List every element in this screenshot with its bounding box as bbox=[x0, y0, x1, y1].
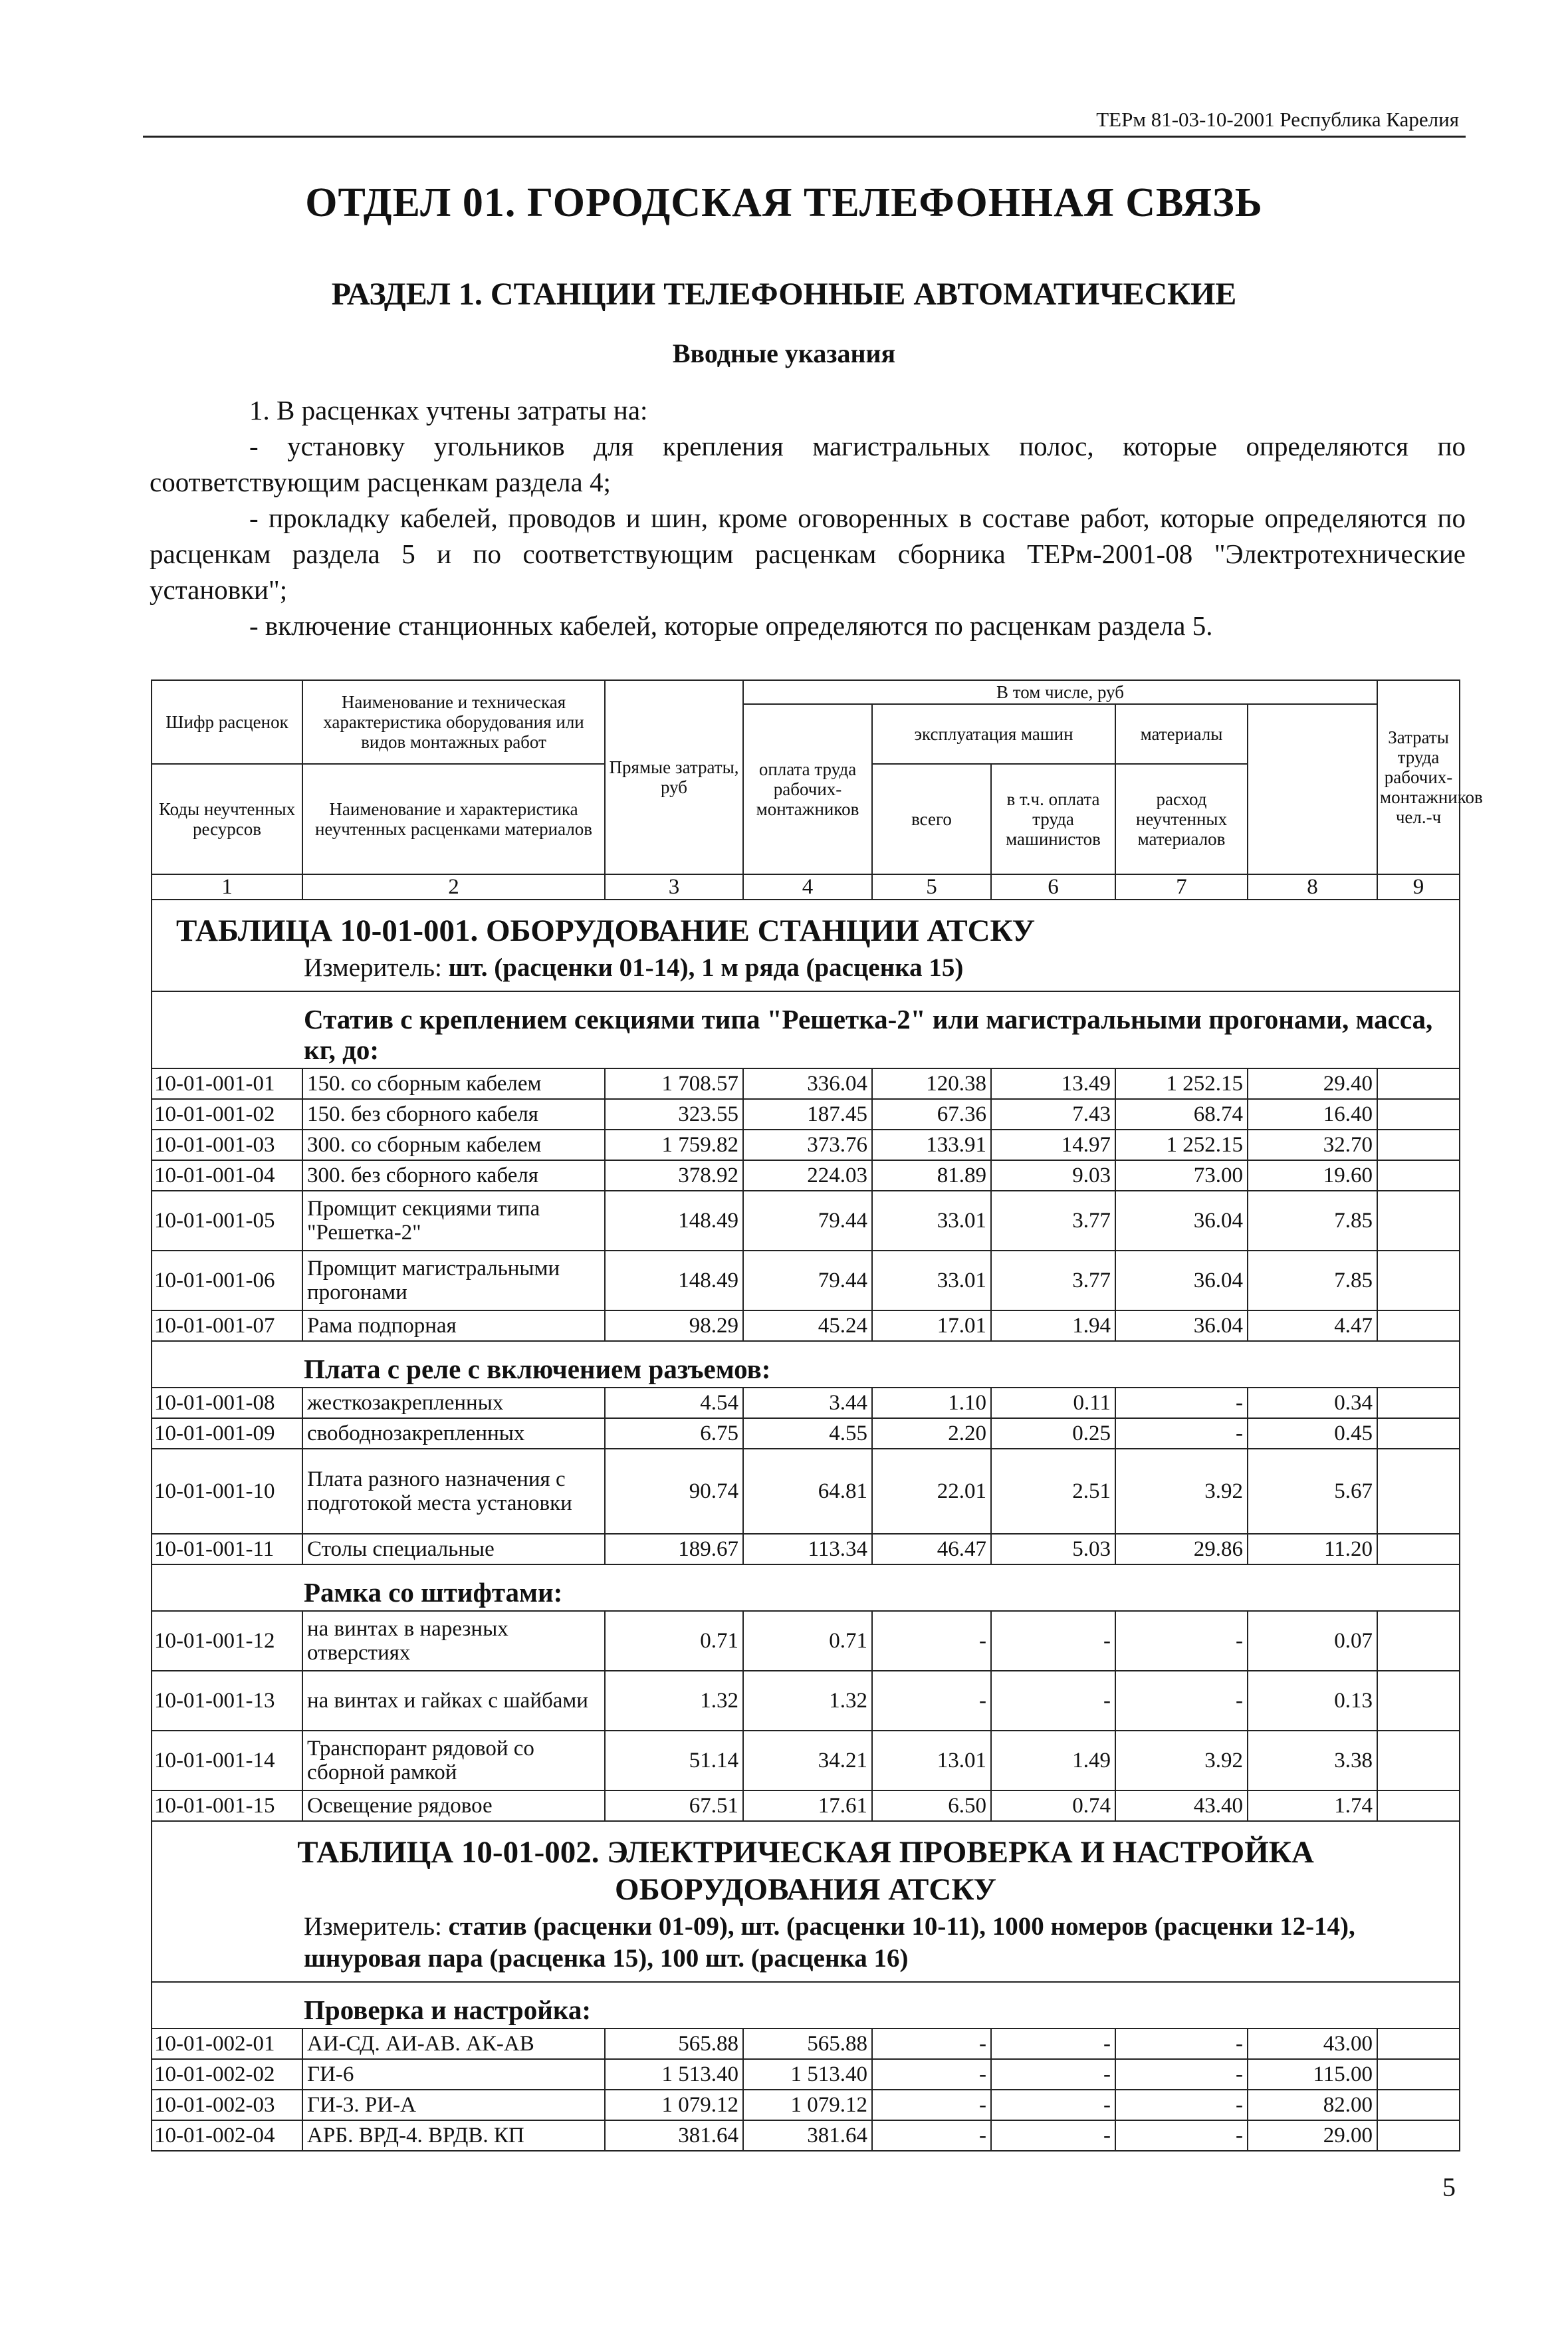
labor-hours: 3.38 bbox=[1248, 1731, 1377, 1790]
table-row bbox=[152, 2059, 1460, 2090]
measure-label: Измеритель: bbox=[304, 1912, 449, 1941]
page-number: 5 bbox=[1442, 2172, 1456, 2202]
labor-hours: 82.00 bbox=[1248, 2090, 1377, 2120]
work-name: 150. без сборного кабеля bbox=[302, 1099, 605, 1130]
measure-label: Измеритель: bbox=[304, 953, 449, 982]
equipment-mass bbox=[1377, 2120, 1460, 2151]
machine-labor-pay: - bbox=[991, 2120, 1115, 2151]
rate-code: 10-01-001-11 bbox=[152, 1534, 302, 1564]
machine-labor-pay: 9.03 bbox=[991, 1160, 1115, 1191]
measure-text: статив (расценки 01-09), шт. (расценки 10-11), 1000 номеров (расценки 12-14), шнуровая пара (расценка 15), 100 шт. (расценка 16) bbox=[304, 1912, 1355, 1973]
machine-cost: 120.38 bbox=[872, 1068, 991, 1099]
labor-hours: 0.34 bbox=[1248, 1388, 1377, 1418]
labor-hours: 4.47 bbox=[1248, 1310, 1377, 1341]
column-number: 9 bbox=[1377, 874, 1460, 900]
column-number: 8 bbox=[1248, 874, 1377, 900]
col-name-header: Наименование и техническая характеристика оборудования или видов монтажных работ bbox=[302, 680, 605, 764]
col-rescodes-header: Коды неучтенных ресурсов bbox=[152, 764, 302, 874]
material-cost: 3.92 bbox=[1115, 1731, 1248, 1790]
table-row bbox=[152, 1160, 1460, 1191]
labor-pay: 565.88 bbox=[743, 2029, 872, 2059]
column-number: 7 bbox=[1115, 874, 1248, 900]
material-cost: 3.92 bbox=[1115, 1449, 1248, 1534]
equipment-mass bbox=[1377, 1534, 1460, 1564]
work-name: Транспорант рядовой со сборной рамкой bbox=[302, 1731, 605, 1790]
machine-labor-pay: 7.43 bbox=[991, 1099, 1115, 1130]
col-mach-total-header: всего bbox=[872, 764, 991, 874]
direct-cost: 0.71 bbox=[605, 1611, 743, 1671]
measure-text: шт. (расценки 01-14), 1 м ряда (расценка 15) bbox=[448, 953, 964, 982]
direct-cost: 323.55 bbox=[605, 1099, 743, 1130]
rates-table bbox=[151, 679, 1483, 2152]
labor-hours: 43.00 bbox=[1248, 2029, 1377, 2059]
material-cost: 29.86 bbox=[1115, 1534, 1248, 1564]
work-name: жесткозакрепленных bbox=[302, 1388, 605, 1418]
machine-cost: 67.36 bbox=[872, 1099, 991, 1130]
table-section-row bbox=[152, 1982, 1460, 2029]
col-code-header: Шифр расценок bbox=[152, 680, 302, 764]
column-number: 1 bbox=[152, 874, 302, 900]
machine-cost: 33.01 bbox=[872, 1191, 991, 1251]
group-title: Статив с креплением секциями типа "Решетка-2" или магистральными прогонами, масса, кг, до: bbox=[304, 1004, 1433, 1065]
work-name: свободнозакрепленных bbox=[302, 1418, 605, 1449]
labor-hours: 115.00 bbox=[1248, 2059, 1377, 2090]
rate-code: 10-01-002-03 bbox=[152, 2090, 302, 2120]
direct-cost: 378.92 bbox=[605, 1160, 743, 1191]
machine-labor-pay: 0.74 bbox=[991, 1790, 1115, 1821]
material-cost: - bbox=[1115, 2090, 1248, 2120]
table-row bbox=[152, 1790, 1460, 1821]
table-section-cell bbox=[152, 1564, 1460, 1611]
work-name: Плата разного назначения с подготокой места установки bbox=[302, 1449, 605, 1534]
intro-heading: Вводные указания bbox=[672, 338, 896, 368]
col-labor-header: оплата труда рабочих-монтажников bbox=[743, 704, 872, 874]
table-measure bbox=[156, 1908, 1455, 1981]
direct-cost: 51.14 bbox=[605, 1731, 743, 1790]
table-section-row bbox=[152, 1341, 1460, 1388]
rate-code: 10-01-002-02 bbox=[152, 2059, 302, 2090]
machine-labor-pay: - bbox=[991, 1611, 1115, 1671]
labor-pay: 17.61 bbox=[743, 1790, 872, 1821]
direct-cost: 1 759.82 bbox=[605, 1130, 743, 1160]
labor-hours: 0.45 bbox=[1248, 1418, 1377, 1449]
machine-cost: - bbox=[872, 1611, 991, 1671]
col-mach-pay-header: в т.ч. оплата труда машинистов bbox=[991, 764, 1115, 874]
labor-hours: 7.85 bbox=[1248, 1251, 1377, 1310]
labor-pay: 373.76 bbox=[743, 1130, 872, 1160]
machine-cost: 133.91 bbox=[872, 1130, 991, 1160]
work-name: ГИ-3. РИ-А bbox=[302, 2090, 605, 2120]
labor-hours: 11.20 bbox=[1248, 1534, 1377, 1564]
machine-cost: 81.89 bbox=[872, 1160, 991, 1191]
col-resname-header: Наименование и характеристика неучтенных расценками материалов bbox=[302, 764, 605, 874]
equipment-mass bbox=[1377, 1130, 1460, 1160]
equipment-mass bbox=[1377, 2090, 1460, 2120]
labor-hours: 0.13 bbox=[1248, 1671, 1377, 1731]
machine-labor-pay: - bbox=[991, 2059, 1115, 2090]
rate-code: 10-01-001-14 bbox=[152, 1731, 302, 1790]
work-name: Рама подпорная bbox=[302, 1310, 605, 1341]
intro-text bbox=[150, 392, 1466, 644]
machine-labor-pay: 5.03 bbox=[991, 1534, 1115, 1564]
machine-labor-pay: - bbox=[991, 2029, 1115, 2059]
section-title: РАЗДЕЛ 1. СТАНЦИИ ТЕЛЕФОННЫЕ АВТОМАТИЧЕСКИЕ bbox=[331, 277, 1237, 312]
table-section-cell bbox=[152, 900, 1460, 991]
equipment-mass bbox=[1377, 2029, 1460, 2059]
labor-pay: 79.44 bbox=[743, 1191, 872, 1251]
table-section-row bbox=[152, 900, 1460, 991]
department-title: ОТДЕЛ 01. ГОРОДСКАЯ ТЕЛЕФОННАЯ СВЯЗЬ bbox=[305, 180, 1263, 225]
col-machines-header: эксплуатация машин bbox=[872, 704, 1115, 764]
machine-cost: 2.20 bbox=[872, 1418, 991, 1449]
labor-pay: 79.44 bbox=[743, 1251, 872, 1310]
labor-hours: 32.70 bbox=[1248, 1130, 1377, 1160]
material-cost: 73.00 bbox=[1115, 1160, 1248, 1191]
work-name: АРБ. ВРД-4. ВРДВ. КП bbox=[302, 2120, 605, 2151]
direct-cost: 148.49 bbox=[605, 1191, 743, 1251]
work-name: ГИ-6 bbox=[302, 2059, 605, 2090]
table-row bbox=[152, 2029, 1460, 2059]
document-header bbox=[143, 106, 1466, 138]
material-cost: - bbox=[1115, 2120, 1248, 2151]
machine-labor-pay: 1.49 bbox=[991, 1731, 1115, 1790]
table-row bbox=[152, 1068, 1460, 1099]
table-section-cell bbox=[152, 991, 1460, 1068]
rate-code: 10-01-001-04 bbox=[152, 1160, 302, 1191]
material-cost: - bbox=[1115, 1388, 1248, 1418]
labor-pay: 0.71 bbox=[743, 1611, 872, 1671]
work-name: 150. со сборным кабелем bbox=[302, 1068, 605, 1099]
table-title: ТАБЛИЦА 10-01-001. ОБОРУДОВАНИЕ СТАНЦИИ АТСКУ bbox=[176, 914, 1036, 948]
intro-paragraph: - прокладку кабелей, проводов и шин, кроме оговоренных в составе работ, которые определяются по расценкам раздела 5 и по соответствующим расценкам сборника ТЕРм-2001-08 "Электротехнические установки"; bbox=[150, 503, 1466, 605]
direct-cost: 4.54 bbox=[605, 1388, 743, 1418]
work-name: 300. без сборного кабеля bbox=[302, 1160, 605, 1191]
work-name: АИ-СД. АИ-АВ. АК-АВ bbox=[302, 2029, 605, 2059]
equipment-mass bbox=[1377, 1388, 1460, 1418]
table-row bbox=[152, 1191, 1460, 1251]
table-section-cell bbox=[152, 1982, 1460, 2029]
equipment-mass bbox=[1377, 1731, 1460, 1790]
labor-hours: 5.67 bbox=[1248, 1449, 1377, 1534]
machine-cost: 13.01 bbox=[872, 1731, 991, 1790]
equipment-mass bbox=[1377, 1449, 1460, 1534]
table-row bbox=[152, 1310, 1460, 1341]
rate-code: 10-01-002-04 bbox=[152, 2120, 302, 2151]
labor-pay: 3.44 bbox=[743, 1388, 872, 1418]
direct-cost: 90.74 bbox=[605, 1449, 743, 1534]
column-number: 3 bbox=[605, 874, 743, 900]
machine-labor-pay: 0.11 bbox=[991, 1388, 1115, 1418]
work-name: на винтах в нарезных отверстиях bbox=[302, 1611, 605, 1671]
col-incl-header: В том числе, руб bbox=[743, 680, 1377, 704]
direct-cost: 1.32 bbox=[605, 1671, 743, 1731]
machine-cost: - bbox=[872, 1671, 991, 1731]
work-name: Промщит секциями типа "Решетка-2" bbox=[302, 1191, 605, 1251]
material-cost: 68.74 bbox=[1115, 1099, 1248, 1130]
labor-pay: 4.55 bbox=[743, 1418, 872, 1449]
equipment-mass bbox=[1377, 1418, 1460, 1449]
rate-code: 10-01-001-08 bbox=[152, 1388, 302, 1418]
direct-cost: 1 708.57 bbox=[605, 1068, 743, 1099]
labor-hours: 29.40 bbox=[1248, 1068, 1377, 1099]
work-name: Столы специальные bbox=[302, 1534, 605, 1564]
equipment-mass bbox=[1377, 1790, 1460, 1821]
table-number-row bbox=[152, 874, 1460, 900]
machine-cost: 33.01 bbox=[872, 1251, 991, 1310]
rate-code: 10-01-002-01 bbox=[152, 2029, 302, 2059]
rate-code: 10-01-001-06 bbox=[152, 1251, 302, 1310]
direct-cost: 148.49 bbox=[605, 1251, 743, 1310]
rate-code: 10-01-001-13 bbox=[152, 1671, 302, 1731]
machine-cost: - bbox=[872, 2029, 991, 2059]
intro-paragraph: - включение станционных кабелей, которые определяются по расценкам раздела 5. bbox=[249, 610, 1213, 641]
rate-code: 10-01-001-03 bbox=[152, 1130, 302, 1160]
direct-cost: 565.88 bbox=[605, 2029, 743, 2059]
intro-paragraph: - установку угольников для крепления магистральных полос, которые определяются по соответствующим расценкам раздела 4; bbox=[150, 431, 1466, 497]
equipment-mass bbox=[1377, 1068, 1460, 1099]
equipment-mass bbox=[1377, 1251, 1460, 1310]
machine-cost: 1.10 bbox=[872, 1388, 991, 1418]
material-cost: - bbox=[1115, 1611, 1248, 1671]
machine-labor-pay: 2.51 bbox=[991, 1449, 1115, 1534]
machine-labor-pay: 13.49 bbox=[991, 1068, 1115, 1099]
equipment-mass bbox=[1377, 1671, 1460, 1731]
labor-pay: 1 513.40 bbox=[743, 2059, 872, 2090]
machine-labor-pay: 14.97 bbox=[991, 1130, 1115, 1160]
labor-pay: 336.04 bbox=[743, 1068, 872, 1099]
table-row bbox=[152, 1251, 1460, 1310]
machine-cost: 6.50 bbox=[872, 1790, 991, 1821]
equipment-mass bbox=[1377, 2059, 1460, 2090]
table-head-row bbox=[152, 680, 1460, 704]
rate-code: 10-01-001-07 bbox=[152, 1310, 302, 1341]
labor-pay: 1 079.12 bbox=[743, 2090, 872, 2120]
labor-pay: 224.03 bbox=[743, 1160, 872, 1191]
work-name: на винтах и гайках с шайбами bbox=[302, 1671, 605, 1731]
machine-cost: 46.47 bbox=[872, 1534, 991, 1564]
table-row bbox=[152, 1731, 1460, 1790]
labor-pay: 381.64 bbox=[743, 2120, 872, 2151]
machine-labor-pay: - bbox=[991, 2090, 1115, 2120]
col-materials-header: материалы bbox=[1115, 704, 1248, 764]
document-code: ТЕРм 81-03-10-2001 Республика Карелия bbox=[1096, 108, 1459, 131]
table-section-cell bbox=[152, 1821, 1460, 1982]
table-row bbox=[152, 2090, 1460, 2120]
labor-hours: 19.60 bbox=[1248, 1160, 1377, 1191]
direct-cost: 98.29 bbox=[605, 1310, 743, 1341]
direct-cost: 1 513.40 bbox=[605, 2059, 743, 2090]
rate-code: 10-01-001-12 bbox=[152, 1611, 302, 1671]
machine-labor-pay: 1.94 bbox=[991, 1310, 1115, 1341]
column-number: 5 bbox=[872, 874, 991, 900]
table-row bbox=[152, 2120, 1460, 2151]
rate-code: 10-01-001-09 bbox=[152, 1418, 302, 1449]
table-row bbox=[152, 1418, 1460, 1449]
column-number: 2 bbox=[302, 874, 605, 900]
work-name: Промщит магистральными прогонами bbox=[302, 1251, 605, 1310]
column-number: 6 bbox=[991, 874, 1115, 900]
direct-cost: 1 079.12 bbox=[605, 2090, 743, 2120]
labor-pay: 187.45 bbox=[743, 1099, 872, 1130]
table-row bbox=[152, 1671, 1460, 1731]
equipment-mass bbox=[1377, 1611, 1460, 1671]
material-cost: - bbox=[1115, 2029, 1248, 2059]
equipment-mass bbox=[1377, 1099, 1460, 1130]
equipment-mass bbox=[1377, 1310, 1460, 1341]
table-title: ТАБЛИЦА 10-01-002. ЭЛЕКТРИЧЕСКАЯ ПРОВЕРКА И НАСТРОЙКА ОБОРУДОВАНИЯ АТСКУ bbox=[297, 1835, 1314, 1907]
labor-pay: 64.81 bbox=[743, 1449, 872, 1534]
rate-code: 10-01-001-01 bbox=[152, 1068, 302, 1099]
direct-cost: 381.64 bbox=[605, 2120, 743, 2151]
material-cost: - bbox=[1115, 1418, 1248, 1449]
labor-pay: 34.21 bbox=[743, 1731, 872, 1790]
machine-labor-pay: 3.77 bbox=[991, 1251, 1115, 1310]
table-row bbox=[152, 1099, 1460, 1130]
table-measure bbox=[156, 949, 1455, 991]
material-cost: - bbox=[1115, 2059, 1248, 2090]
table-row bbox=[152, 1388, 1460, 1418]
table-section-cell bbox=[152, 1341, 1460, 1388]
machine-labor-pay: 0.25 bbox=[991, 1418, 1115, 1449]
table-row bbox=[152, 1449, 1460, 1534]
machine-cost: 22.01 bbox=[872, 1449, 991, 1534]
machine-cost: - bbox=[872, 2090, 991, 2120]
direct-cost: 6.75 bbox=[605, 1418, 743, 1449]
machine-cost: - bbox=[872, 2120, 991, 2151]
equipment-mass bbox=[1377, 1160, 1460, 1191]
labor-pay: 113.34 bbox=[743, 1534, 872, 1564]
col-direct-header: Прямые затраты, руб bbox=[605, 680, 743, 874]
work-name: Освещение рядовое bbox=[302, 1790, 605, 1821]
labor-hours: 1.74 bbox=[1248, 1790, 1377, 1821]
labor-pay: 1.32 bbox=[743, 1671, 872, 1731]
table-section-row bbox=[152, 991, 1460, 1068]
group-title: Проверка и настройка: bbox=[304, 1995, 591, 2025]
intro-paragraph: 1. В расценках учтены затраты на: bbox=[249, 395, 648, 426]
direct-cost: 67.51 bbox=[605, 1790, 743, 1821]
machine-cost: - bbox=[872, 2059, 991, 2090]
labor-hours: 0.07 bbox=[1248, 1611, 1377, 1671]
col-mat-unacc-header: расход неучтенных материалов bbox=[1115, 764, 1248, 874]
rate-code: 10-01-001-02 bbox=[152, 1099, 302, 1130]
material-cost: - bbox=[1115, 1671, 1248, 1731]
material-cost: 1 252.15 bbox=[1115, 1068, 1248, 1099]
labor-hours: 16.40 bbox=[1248, 1099, 1377, 1130]
rate-code: 10-01-001-05 bbox=[152, 1191, 302, 1251]
labor-pay: 45.24 bbox=[743, 1310, 872, 1341]
material-cost: 36.04 bbox=[1115, 1310, 1248, 1341]
group-title: Плата с реле с включением разъемов: bbox=[304, 1354, 771, 1384]
material-cost: 36.04 bbox=[1115, 1191, 1248, 1251]
machine-labor-pay: - bbox=[991, 1671, 1115, 1731]
material-cost: 43.40 bbox=[1115, 1790, 1248, 1821]
direct-cost: 189.67 bbox=[605, 1534, 743, 1564]
machine-labor-pay: 3.77 bbox=[991, 1191, 1115, 1251]
table-row bbox=[152, 1534, 1460, 1564]
group-title: Рамка со штифтами: bbox=[304, 1577, 563, 1608]
table-section-row bbox=[152, 1821, 1460, 1982]
material-cost: 36.04 bbox=[1115, 1251, 1248, 1310]
work-name: 300. со сборным кабелем bbox=[302, 1130, 605, 1160]
material-cost: 1 252.15 bbox=[1115, 1130, 1248, 1160]
column-number: 4 bbox=[743, 874, 872, 900]
labor-hours: 29.00 bbox=[1248, 2120, 1377, 2151]
machine-cost: 17.01 bbox=[872, 1310, 991, 1341]
table-row bbox=[152, 1130, 1460, 1160]
col-hours-header: Затраты труда рабочих-монтажников чел.-ч bbox=[1377, 680, 1460, 874]
table-row bbox=[152, 1611, 1460, 1671]
rate-code: 10-01-001-15 bbox=[152, 1790, 302, 1821]
labor-hours: 7.85 bbox=[1248, 1191, 1377, 1251]
equipment-mass bbox=[1377, 1191, 1460, 1251]
table-section-row bbox=[152, 1564, 1460, 1611]
rate-code: 10-01-001-10 bbox=[152, 1449, 302, 1534]
